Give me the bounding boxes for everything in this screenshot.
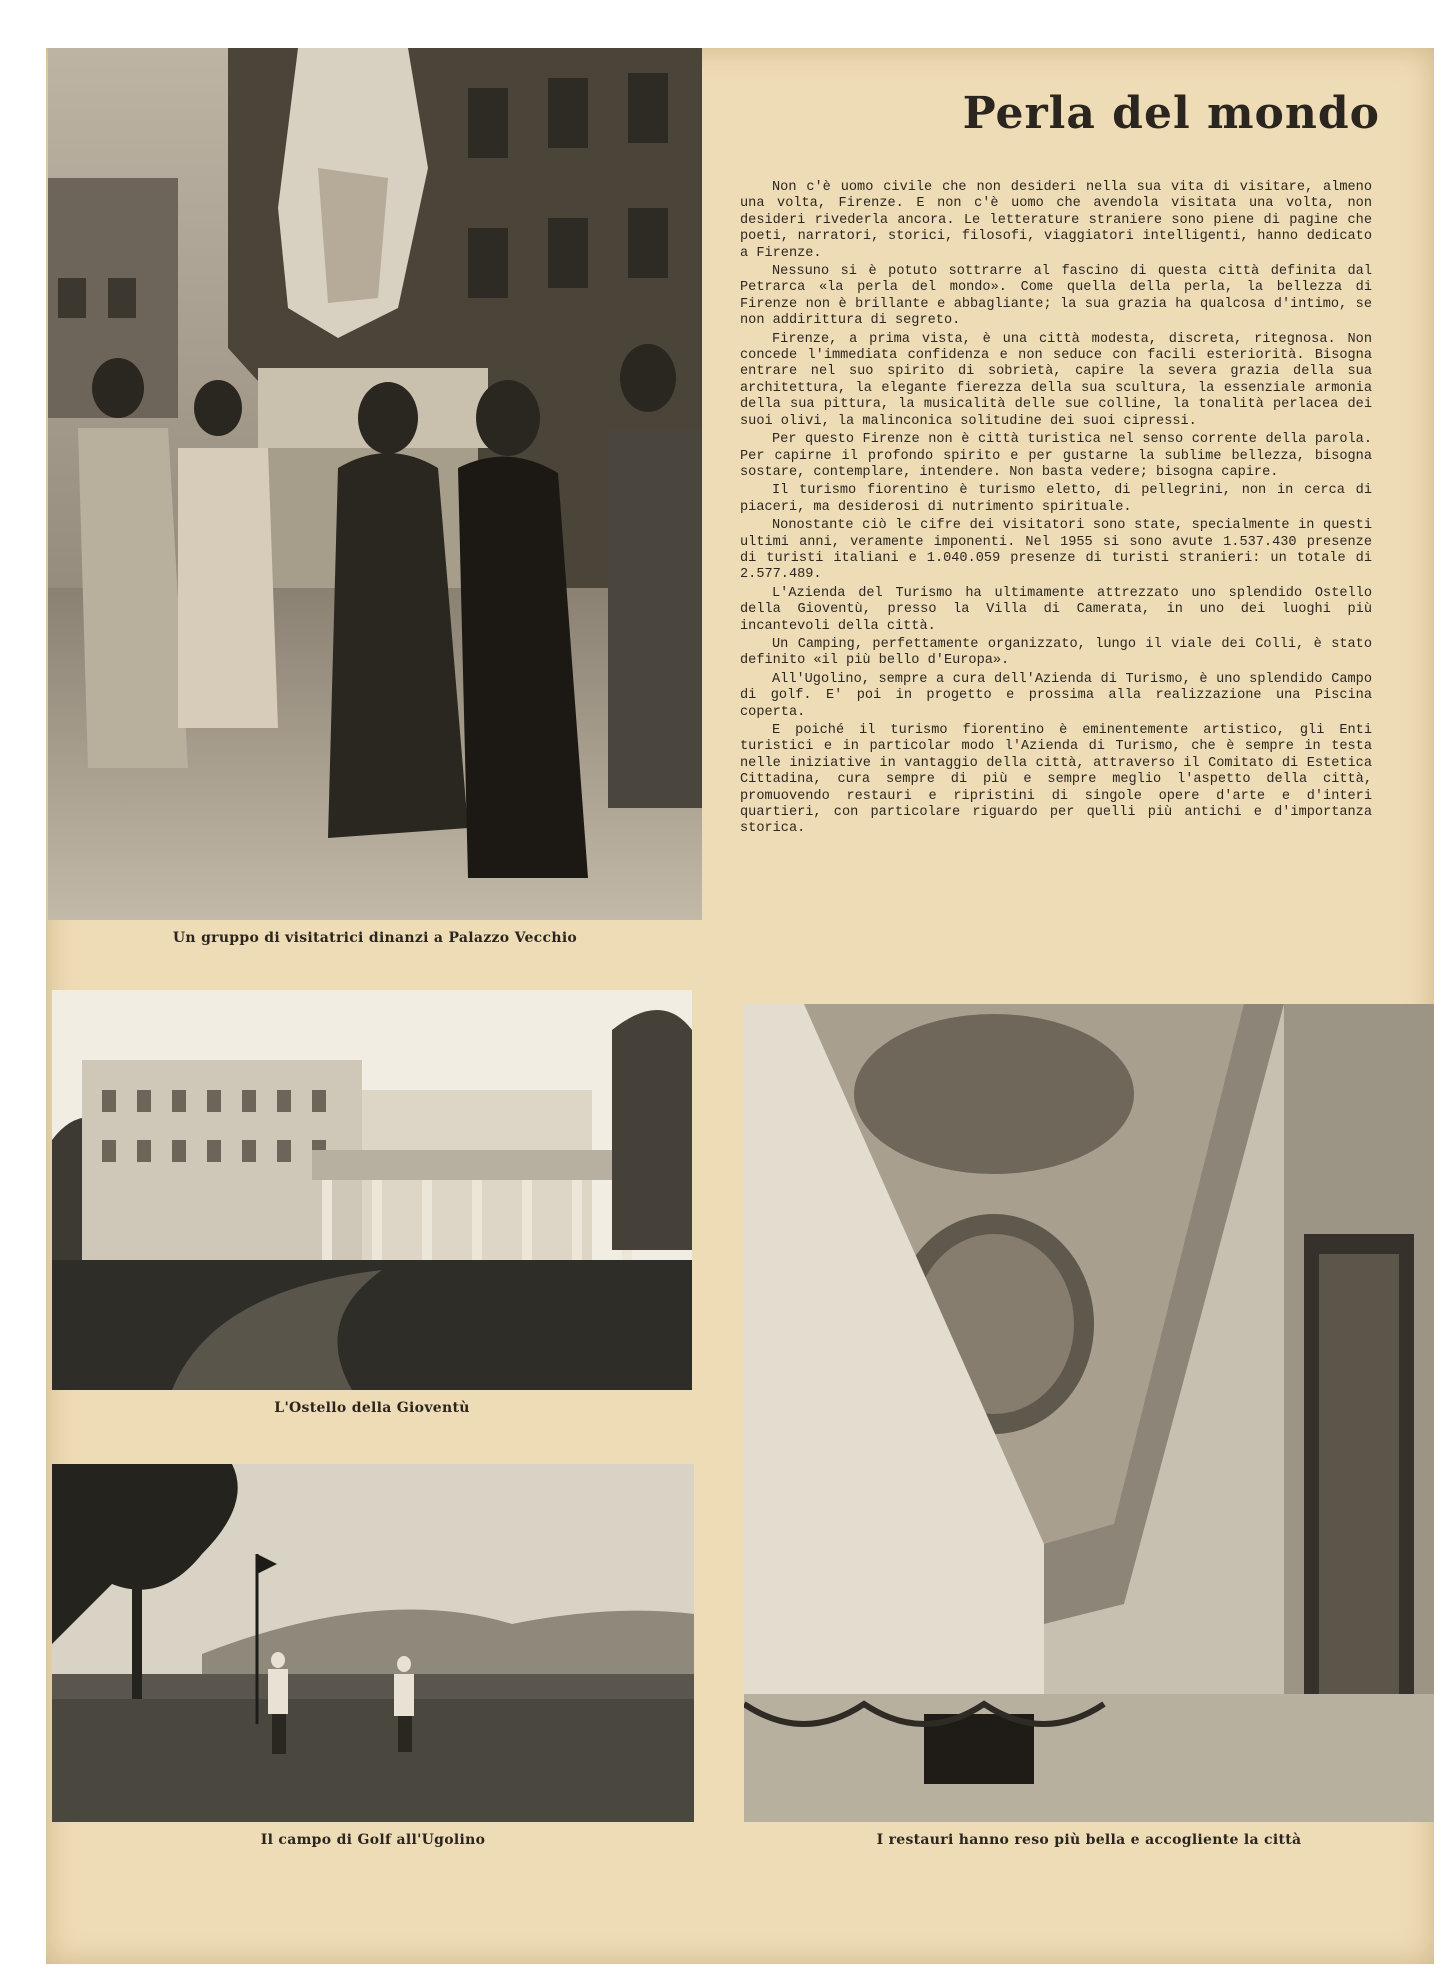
paragraph: Per questo Firenze non è città turistica nel senso corrente della parola. Per capirne il profondo spirito e per gustarne la sublime bellezza, bisogna sostare, contemplare, intendere. Non basta vedere; bisogna capire.	[740, 432, 1372, 480]
paragraph: Nessuno si è potuto sottrarre al fascino di questa città definita dal Petrarca «la perla del mondo». Come quella della perla, la bellezza di Firenze non è brillante e abbagliante; la sua grazia ha qualcosa d'intimo, se non addirittura di segreto.	[740, 264, 1372, 329]
palazzo-vecchio-caption: Un gruppo di visitatrici dinanzi a Palazzo Vecchio	[172, 930, 578, 946]
ostello-caption: L'Ostello della Gioventù	[274, 1400, 470, 1416]
paragraph: Nonostante ciò le cifre dei visitatori sono state, specialmente in questi ultimi anni, veramente imponenti. Nel 1955 si sono avute 1.537.430 presenze di turisti italiani e 1.040.059 presenze di turisti stranieri: un totale di 2.577.489.	[740, 518, 1372, 583]
paragraph: L'Azienda del Turismo ha ultimamente attrezzato uno splendido Ostello della Gioventù, presso la Villa di Camerata, in uno dei luoghi più incantevoli della città.	[740, 585, 1372, 634]
article-title: Perla del mondo	[962, 88, 1380, 139]
restauri-photo	[744, 1004, 1434, 1822]
restauri-caption: I restauri hanno reso più bella e accogliente la città	[876, 1832, 1302, 1848]
paragraph: All'Ugolino, sempre a cura dell'Azienda di Turismo, è uno splendido Campo di golf. E' poi in progetto e prossima alla realizzazione una Piscina coperta.	[740, 671, 1372, 720]
paragraph: Un Camping, perfettamente organizzato, lungo il viale dei Colli, è stato definito «il più bello d'Europa».	[740, 636, 1372, 669]
golf-caption: Il campo di Golf all'Ugolino	[260, 1832, 486, 1848]
paragraph: E poiché il turismo fiorentino è eminentemente artistico, gli Enti turistici e in particolar modo l'Azienda di Turismo, che è sempre in testa nelle iniziative in vantaggio della città, attraverso il Comitato di Estetica Cittadina, cura sempre di più e sempre meglio l'aspetto della città, promuovendo restauri e ripristini di singole opere d'arte e d'interi quartieri, con particolare riguardo per quelli più antichi e d'importanza storica.	[740, 723, 1372, 837]
palazzo-vecchio-photo	[48, 48, 702, 920]
paragraph: Non c'è uomo civile che non desideri nella sua vita di visitare, almeno una volta, Firenze. E non c'è uomo che avendola visitata una volta, non desideri rivederla ancora. Le letterature straniere sono piene di pagine che poeti, narratori, storici, filosofi, viaggiatori intelligenti, hanno dedicato a Firenze.	[740, 180, 1372, 261]
golf-photo	[52, 1464, 694, 1822]
paragraph: Firenze, a prima vista, è una città modesta, discreta, ritegnosa. Non concede l'immediata confidenza e non seduce con facili esteriorità. Bisogna entrare nel suo spirito di sobrietà, capire la severa grazia della sua architettura, la elegante fierezza della sua scultura, la essenziale armonia della sua pittura, la musicalità delle sue colline, la tonalità perlacea dei suoi olivi, la malinconica solitudine dei suoi cipressi.	[740, 331, 1372, 429]
ostello-photo	[52, 990, 692, 1390]
paragraph: Il turismo fiorentino è turismo eletto, di pellegrini, non in cerca di piaceri, ma desiderosi di nutrimento spirituale.	[740, 483, 1372, 515]
article-body	[740, 180, 1372, 840]
